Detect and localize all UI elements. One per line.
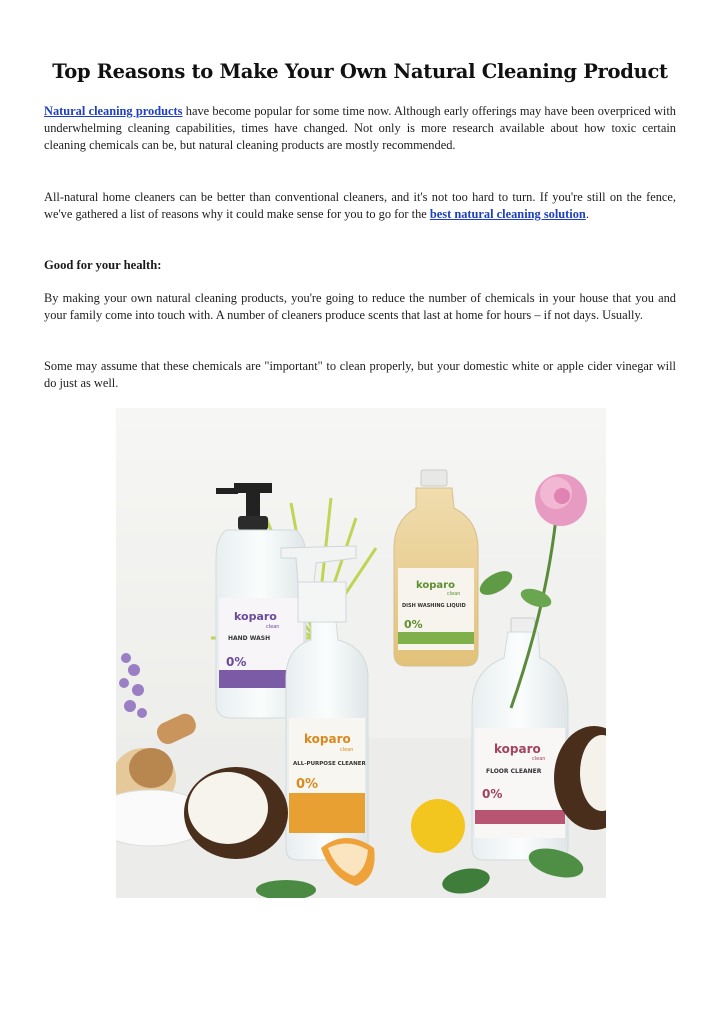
apc-brand: koparo xyxy=(304,732,351,746)
paragraph-3: By making your own natural cleaning products, you're going to reduce the number of chemicals in your house that you and your family come into touch with. A number of cleaners produce scents that last at home for hours – if not days. Usually. xyxy=(44,291,676,323)
paragraph-2-end: . xyxy=(585,207,589,222)
dish-brand: koparo xyxy=(416,580,455,591)
hand-wash-sub: clean xyxy=(266,624,280,630)
paragraph-2 xyxy=(44,189,676,223)
floor-sub: clean xyxy=(532,756,546,762)
natural-cleaning-products-link[interactable]: Natural cleaning products xyxy=(44,104,183,118)
coconut-half xyxy=(184,767,288,859)
intro-text: have become popular for some time now. Although early offerings may have been overpriced with underwhelming cleaning capabilities, times have changed. Not only is more research available about how toxic certain cleaning chemicals can be, but natural cleaning products are mostly recommended. xyxy=(44,104,676,153)
floor-percent: 0% xyxy=(482,787,503,801)
section-heading-health: Good for your health: xyxy=(44,258,162,272)
hand-wash-percent: 0% xyxy=(226,655,247,669)
best-natural-cleaning-solution-link[interactable]: best natural cleaning solution xyxy=(429,207,586,222)
floor-brand: koparo xyxy=(494,742,541,756)
floor-name: FLOOR CLEANER xyxy=(486,768,542,775)
page-title: Top Reasons to Make Your Own Natural Cleaning Product xyxy=(52,60,668,83)
apc-percent: 0% xyxy=(296,777,319,792)
paragraph-2-text: All-natural home cleaners can be better than conventional cleaners, and it's not too hard to turn. If you're still on the fence, we've gathered a list of reasons why it could make sense for you to go for the xyxy=(44,190,676,222)
dish-sub: clean xyxy=(447,591,461,597)
hand-wash-name: HAND WASH xyxy=(228,635,271,642)
hand-wash-brand: koparo xyxy=(234,610,277,623)
apc-sub: clean xyxy=(340,747,354,753)
dish-name: DISH WASHING LIQUID xyxy=(402,603,466,609)
apc-name: ALL-PURPOSE CLEANER xyxy=(293,761,366,767)
dish-percent: 0% xyxy=(404,618,423,631)
paragraph-4: Some may assume that these chemicals are "important" to clean properly, but your domestic white or apple cider vinegar will do just as well. xyxy=(44,359,676,391)
lemon xyxy=(411,799,465,853)
intro-paragraph xyxy=(44,103,676,155)
product-photo xyxy=(116,408,606,898)
